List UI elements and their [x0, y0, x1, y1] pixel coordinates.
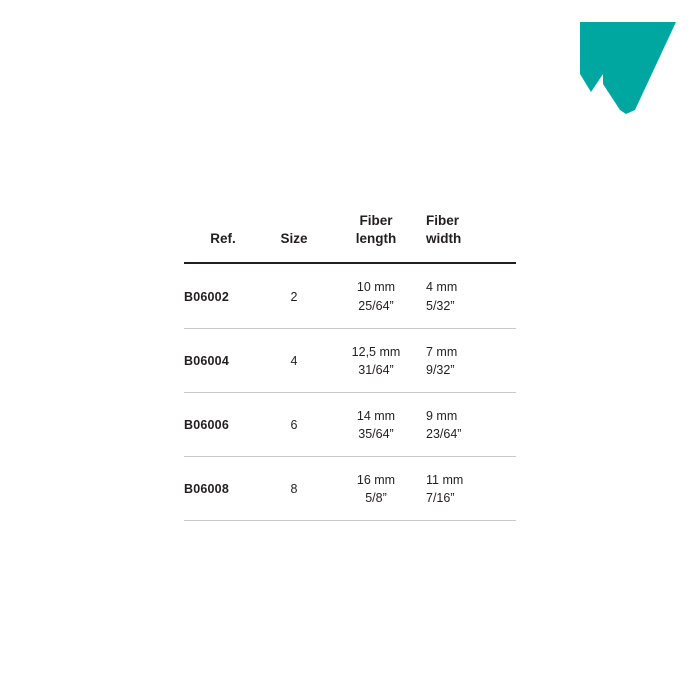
cell-fiber-length — [326, 392, 426, 456]
cell-size: 2 — [262, 263, 326, 328]
cell-fiber-width-mm: 9 mm — [426, 408, 458, 423]
cell-ref: B06004 — [184, 328, 262, 392]
cell-fiber-width-in: 7/16” — [426, 491, 455, 506]
table-header-row — [184, 212, 516, 263]
table-row — [184, 457, 516, 521]
column-header-fiber-width-line1: Fiber — [426, 213, 460, 228]
column-header-fiber-length — [326, 212, 426, 263]
cell-fiber-length-in: 31/64” — [358, 362, 394, 377]
column-header-fiber-width — [426, 212, 516, 263]
column-header-size: Size — [262, 212, 326, 263]
specification-table — [184, 212, 516, 521]
cell-fiber-width-in: 5/32” — [426, 298, 455, 313]
cell-fiber-length-mm: 12,5 mm — [351, 344, 401, 359]
column-header-fiber-width-line2: width — [426, 231, 462, 247]
column-header-fiber-length-line2: length — [355, 231, 397, 247]
cell-fiber-width — [426, 328, 516, 392]
table-header — [184, 212, 516, 263]
table-row — [184, 263, 516, 328]
cell-fiber-width — [426, 392, 516, 456]
letter-v-logo-icon — [580, 22, 676, 114]
cell-fiber-length-in: 25/64” — [358, 298, 394, 313]
column-header-fiber-length-line1: Fiber — [359, 213, 393, 228]
cell-fiber-width-mm: 4 mm — [426, 280, 458, 295]
brand-logo — [580, 22, 676, 114]
cell-size: 6 — [262, 392, 326, 456]
cell-ref: B06002 — [184, 263, 262, 328]
cell-ref: B06008 — [184, 457, 262, 521]
cell-fiber-width — [426, 457, 516, 521]
cell-fiber-width — [426, 263, 516, 328]
cell-fiber-length-mm: 14 mm — [356, 408, 396, 423]
cell-fiber-width-in: 23/64” — [426, 427, 462, 442]
cell-fiber-length-mm: 10 mm — [356, 280, 396, 295]
cell-fiber-length — [326, 457, 426, 521]
specification-table-container — [184, 212, 516, 521]
cell-fiber-width-in: 9/32” — [426, 362, 455, 377]
table-body — [184, 263, 516, 521]
table-row — [184, 328, 516, 392]
cell-fiber-length-mm: 16 mm — [356, 473, 396, 488]
cell-fiber-length-in: 35/64” — [358, 427, 394, 442]
cell-size: 8 — [262, 457, 326, 521]
cell-ref: B06006 — [184, 392, 262, 456]
cell-size: 4 — [262, 328, 326, 392]
cell-fiber-length — [326, 263, 426, 328]
column-header-ref: Ref. — [184, 212, 262, 263]
cell-fiber-width-mm: 11 mm — [426, 473, 464, 488]
table-row — [184, 392, 516, 456]
cell-fiber-length-in: 5/8” — [365, 491, 387, 506]
cell-fiber-width-mm: 7 mm — [426, 344, 458, 359]
cell-fiber-length — [326, 328, 426, 392]
